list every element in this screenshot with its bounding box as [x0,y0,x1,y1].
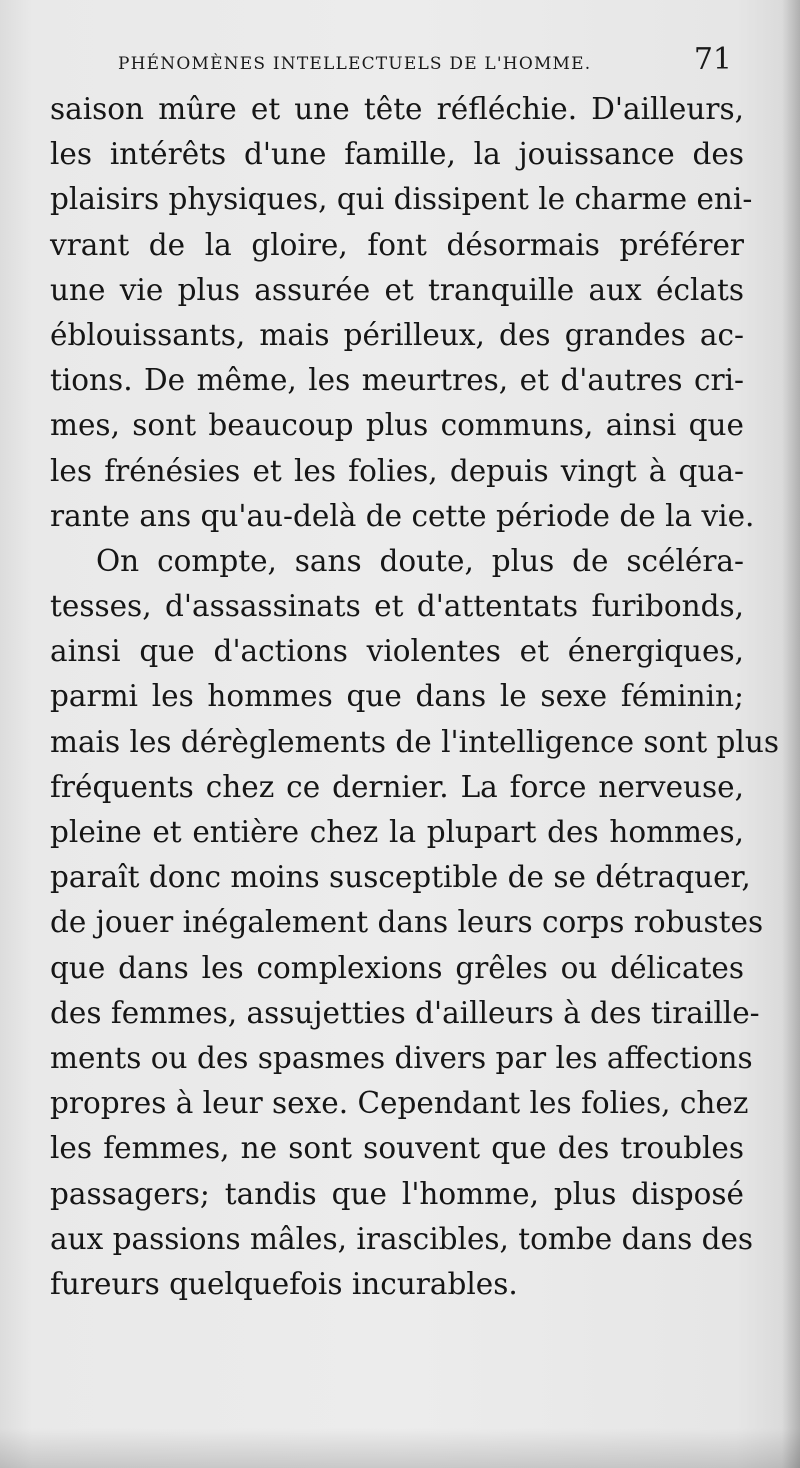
paragraph-2 [50,539,780,1307]
body-text [50,87,780,1307]
text-line: ainsi que d'actions violentes et énergiques, [50,634,744,669]
text-line: les intérêts d'une famille, la jouissance des [50,137,744,172]
text-line: fréquents chez ce dernier. La force nerveuse, [50,769,744,804]
page-bottom-shadow [0,1428,800,1468]
text-line: parmi les hommes que dans le sexe féminin; [50,679,744,714]
text-line: pleine et entière chez la plupart des hommes, [50,815,744,849]
paragraph-1 [50,87,755,539]
text-line: fureurs quelquefois incurables. [50,1266,518,1301]
text-line: aux passions mâles, irascibles, tombe dans des [50,1221,754,1256]
text-line: plaisirs physiques, qui dissipent le charme eni- [50,182,753,217]
text-line: éblouissants, mais périlleux, des grandes ac- [50,317,744,352]
text-line: les frénésies et les folies, depuis vingt à qua- [50,453,744,488]
text-line: saison mûre et une tête réfléchie. D'ailleurs, [50,92,744,126]
text-line: On compte, sans doute, plus de scéléra- [96,543,744,578]
text-line: passagers; tandis que l'homme, plus disposé [50,1176,744,1211]
text-line: ments ou des spasmes divers par les affections [50,1040,753,1075]
text-line: une vie plus assurée et tranquille aux éclats [50,272,744,307]
text-line: mes, sont beaucoup plus communs, ainsi que [50,408,744,443]
text-line: des femmes, assujetties d'ailleurs à des tiraille- [50,995,760,1030]
text-line: les femmes, ne sont souvent que des troubles [50,1131,744,1166]
text-line: que dans les complexions grêles ou délicates [50,950,744,985]
text-line: paraît donc moins susceptible de se détraquer, [50,860,751,895]
running-header [118,42,738,77]
text-line: mais les dérèglements de l'intelligence sont plus [50,724,780,759]
text-line: tesses, d'assassinats et d'attentats furibonds, [50,589,744,624]
text-line: de jouer inégalement dans leurs corps robustes [50,905,764,940]
running-title: PHÉNOMÈNES INTELLECTUELS DE L'HOMME. [118,54,592,74]
text-line: vrant de la gloire, font désormais préférer [50,227,744,262]
page-edge-shadow [782,0,800,1468]
text-line: rante ans qu'au-delà de cette période de la vie. [50,498,755,533]
text-line: tions. De même, les meurtres, et d'autres cri- [50,363,744,398]
text-line: propres à leur sexe. Cependant les folies, chez [50,1086,749,1121]
page-number: 71 [693,42,732,77]
